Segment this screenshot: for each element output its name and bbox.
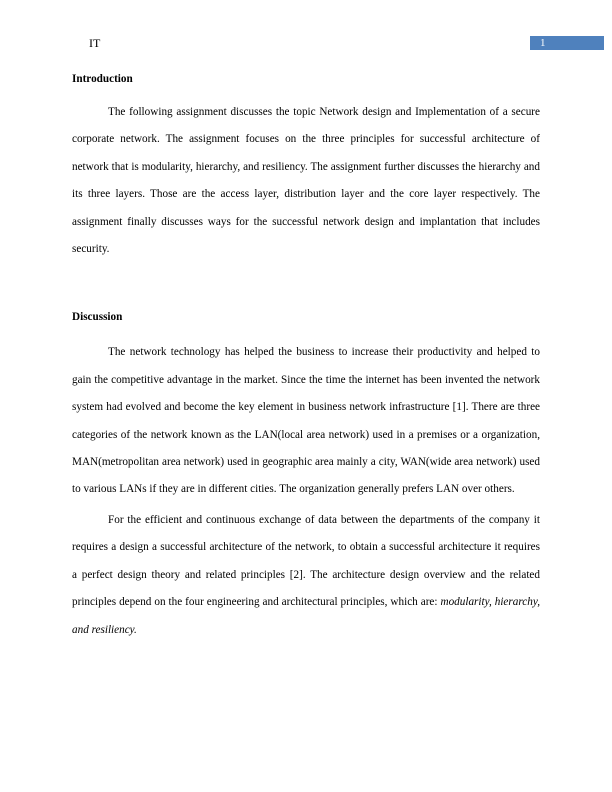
document-body: [72, 71, 540, 644]
principles-emphasis: modularity, hierarchy, and resiliency.: [72, 596, 540, 636]
discussion-paragraph-2-lead: For the efficient and continuous exchange of data between the departments of the company it requires a design a successful architecture of the network, to obtain a successful architecture it requires a perfect design theory and related principles [2]. The architecture design overview and the related principles depend on the four engineering and architectural principles, which are:: [72, 513, 540, 609]
page-number-badge: [530, 36, 604, 50]
discussion-paragraph-1: The network technology has helped the business to increase their productivity and helped to gain the competitive advantage in the market. Since the time the internet has been invented the network system had evolved and become the key element in business network infrastructure [1]. There are three categories of the network known as the LAN(local area network) used in a premises or a organization, MAN(metropolitan area network) used in geographic area mainly a city, WAN(wide area network) used to various LANs if they are in different cities. The organization generally prefers LAN over others.: [72, 346, 540, 496]
header-title: IT: [89, 36, 101, 50]
discussion-paragraph-2: [72, 507, 540, 644]
page-number: 1: [540, 37, 546, 49]
introduction-paragraph: The following assignment discusses the topic Network design and Implementation of a secure corporate network. The assignment focuses on the three principles for successful architecture of network that is modularity, hierarchy, and resiliency. The assignment further discusses the hierarchy and its three layers. Those are the access layer, distribution layer and the core layer respectively. The assignment finally discusses ways for the successful network design and implantation that includes security.: [72, 106, 540, 256]
discussion-heading: Discussion: [72, 311, 123, 324]
introduction-heading: Introduction: [72, 73, 133, 85]
